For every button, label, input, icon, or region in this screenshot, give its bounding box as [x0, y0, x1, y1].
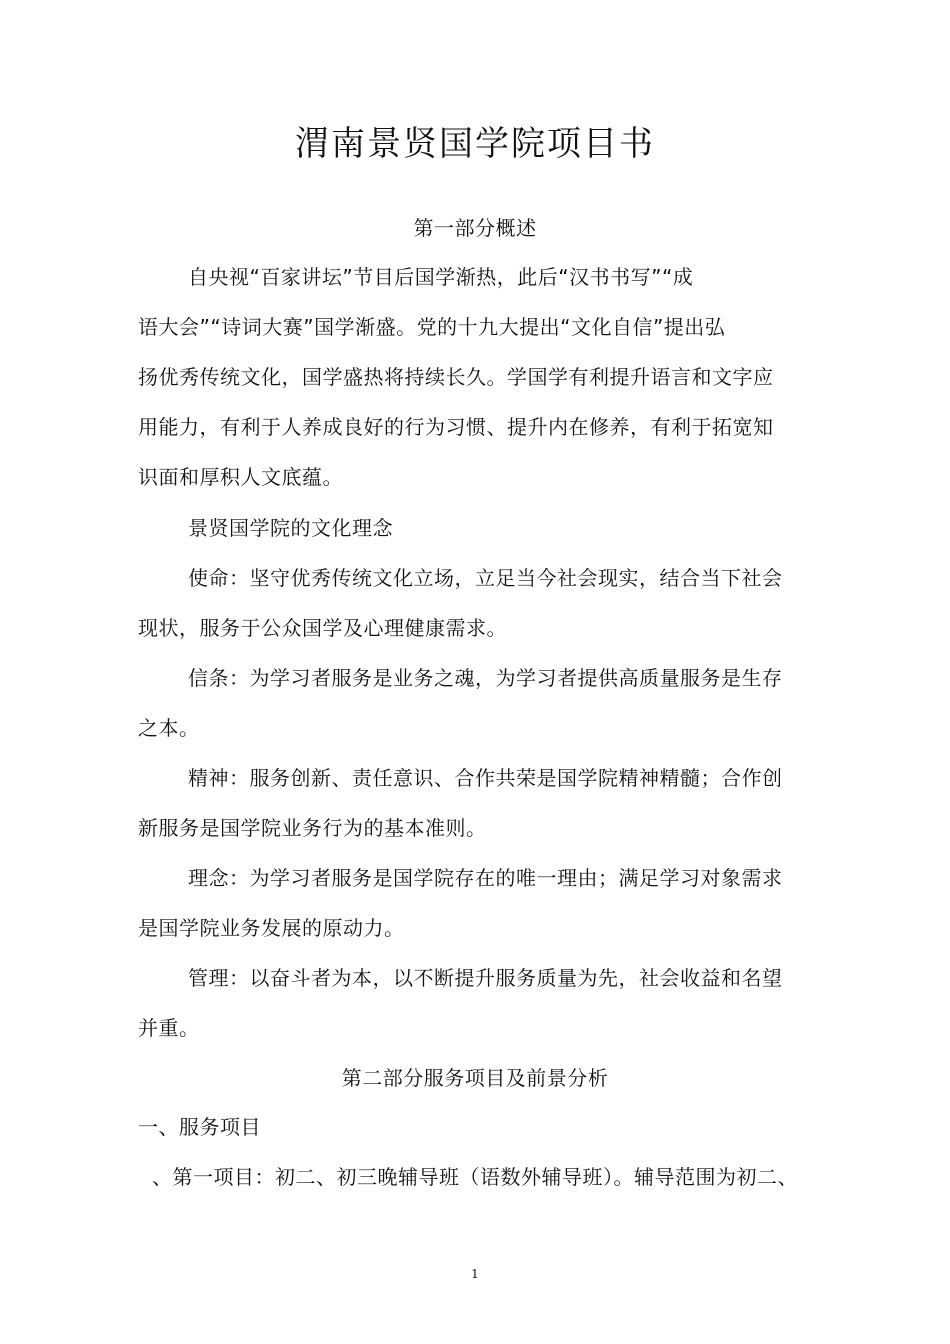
- idea-line: 是国学院业务发展的原动力。: [138, 916, 405, 940]
- mission-line: 现状，服务于公众国学及心理健康需求。: [138, 616, 507, 640]
- management-line: 并重。: [138, 1016, 200, 1040]
- item1-line: 、第一项目：初二、初三晚辅导班（语数外辅导班）。辅导范围为初二、: [152, 1165, 798, 1189]
- creed-line: 信条：为学习者服务是业务之魂，为学习者提供高质量服务是生存: [188, 666, 783, 690]
- spirit-line: 新服务是国学院业务行为的基本准则。: [138, 816, 487, 840]
- page-number: 1: [471, 1267, 479, 1281]
- part1-heading: 第一部分概述: [413, 216, 537, 240]
- management-line: 管理：以奋斗者为本，以不断提升服务质量为先，社会收益和名望: [188, 966, 783, 990]
- paragraph-line: 识面和厚积人文底蕴。: [138, 465, 343, 489]
- paragraph-line: 扬优秀传统文化，国学盛热将持续长久。学国学有利提升语言和文字应: [138, 365, 774, 389]
- paragraph-line: 语大会”“诗词大赛”国学渐盛。党的十九大提出“文化自信”提出弘: [138, 315, 726, 339]
- paragraph-line: 自央视“百家讲坛”节目后国学渐热，此后“汉书书写”“成: [188, 265, 694, 289]
- document-title: 渭南景贤国学院项目书: [295, 124, 655, 164]
- part2-heading: 第二部分服务项目及前景分析: [341, 1066, 609, 1090]
- idea-line: 理念：为学习者服务是国学院存在的唯一理由；满足学习对象需求: [188, 866, 783, 890]
- spirit-line: 精神：服务创新、责任意识、合作共荣是国学院精神精髓；合作创: [188, 766, 783, 790]
- section1-heading: 一、服务项目: [138, 1115, 261, 1139]
- creed-line: 之本。: [138, 716, 200, 740]
- mission-line: 使命：坚守优秀传统文化立场，立足当今社会现实，结合当下社会: [188, 566, 783, 590]
- culture-heading: 景贤国学院的文化理念: [188, 516, 393, 540]
- paragraph-line: 用能力，有利于人养成良好的行为习惯、提升内在修养，有利于拓宽知: [138, 415, 774, 439]
